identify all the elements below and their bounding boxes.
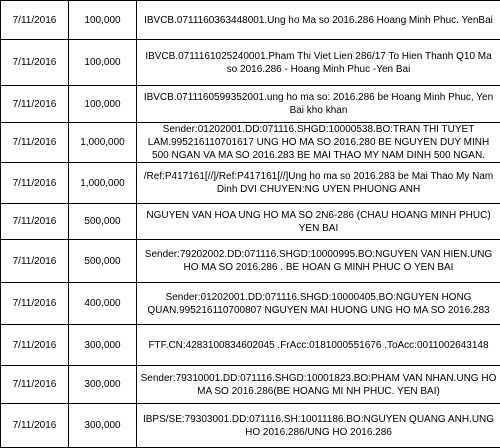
table-row bbox=[1, 325, 500, 366]
description-cell: Sender:01202001.DD:071116.SHGD:10000405.BO:NGUYEN HONG QUAN.995216110700807 NGUYEN MAI HUONG UNG HO MA SO 2016.283 bbox=[137, 283, 500, 325]
table-row bbox=[1, 40, 500, 86]
table-row bbox=[1, 366, 500, 404]
date-cell: 7/11/2016 bbox=[1, 40, 69, 86]
amount-cell: 1,000,000 bbox=[69, 163, 137, 204]
description-cell: IBPS/SE:79303001.DD:071116.SH:10011186.BO:NGUYEN QUANG ANH.UNG HO 2016.286/UNG HO 2016.286 bbox=[137, 404, 500, 448]
date-cell: 7/11/2016 bbox=[1, 163, 69, 204]
table-row bbox=[1, 123, 500, 163]
amount-cell: 500,000 bbox=[69, 204, 137, 240]
amount-cell: 300,000 bbox=[69, 325, 137, 366]
amount-cell: 100,000 bbox=[69, 40, 137, 86]
date-cell: 7/11/2016 bbox=[1, 123, 69, 163]
date-cell: 7/11/2016 bbox=[1, 86, 69, 123]
table-row bbox=[1, 240, 500, 283]
table-row bbox=[1, 204, 500, 240]
table-row bbox=[1, 283, 500, 325]
date-cell: 7/11/2016 bbox=[1, 204, 69, 240]
description-cell: Sender:79310001.DD:071116.SHGD:10001823.BO:PHAM VAN NHAN.UNG HO MA SO 2016.286(BE HOANG MI NH PHUC. YEN BAI) bbox=[137, 366, 500, 404]
date-cell: 7/11/2016 bbox=[1, 366, 69, 404]
description-cell: /Ref:P417161[//]/Ref:P417161[//]Ung ho ma so 2016.283 be Mai Thao My Nam Dinh DVI CHUYEN:NG UYEN PHUONG ANH bbox=[137, 163, 500, 204]
date-cell: 7/11/2016 bbox=[1, 404, 69, 448]
date-cell: 7/11/2016 bbox=[1, 240, 69, 283]
description-cell: IBVCB.0711160599352001.ung ho ma so: 2016.286 be Hoang Minh Phuc, Yen Bai kho khan bbox=[137, 86, 500, 123]
description-cell: FTF.CN:4283100834602045 .FrAcc:0181000551676 .ToAcc:0011002643148 bbox=[137, 325, 500, 366]
description-cell: Sender:79202002.DD:071116.SHGD:10000995.BO:NGUYEN VAN HIEN.UNG HO MA SO 2016.286 . BE HOAN G MINH PHUC O YEN BAI bbox=[137, 240, 500, 283]
amount-cell: 300,000 bbox=[69, 404, 137, 448]
amount-cell: 1,000,000 bbox=[69, 123, 137, 163]
amount-cell: 100,000 bbox=[69, 86, 137, 123]
table-row bbox=[1, 86, 500, 123]
amount-cell: 400,000 bbox=[69, 283, 137, 325]
amount-cell: 500,000 bbox=[69, 240, 137, 283]
table-row bbox=[1, 163, 500, 204]
table-row bbox=[1, 1, 500, 40]
description-cell: NGUYEN VAN HOA UNG HO MA SO 2N6-286 (CHAU HOANG MINH PHUC) YEN BAI bbox=[137, 204, 500, 240]
date-cell: 7/11/2016 bbox=[1, 325, 69, 366]
description-cell: IBVCB.0711160363448001.Ung ho Ma so 2016.286 Hoang Minh Phuc. YenBai bbox=[137, 1, 500, 40]
table-row bbox=[1, 404, 500, 448]
date-cell: 7/11/2016 bbox=[1, 1, 69, 40]
amount-cell: 300,000 bbox=[69, 366, 137, 404]
description-cell: Sender:01202001.DD:071116.SHGD:10000538.BO:TRAN THI TUYET LAM.995216110701617 UNG HO MA SO 2016.280 BE NGUYEN DUY MINH 500 NGAN VA MA SO 2016.283 BE MAI THAO MY NAM DINH 500 NGAN. bbox=[137, 123, 500, 163]
description-cell: IBVCB.0711161025240001.Pham Thi Viet Lien 286/17 To Hien Thanh Q10 Ma so 2016.286 - Hoang Minh Phuc -Yen Bai bbox=[137, 40, 500, 86]
date-cell: 7/11/2016 bbox=[1, 283, 69, 325]
amount-cell: 100,000 bbox=[69, 1, 137, 40]
